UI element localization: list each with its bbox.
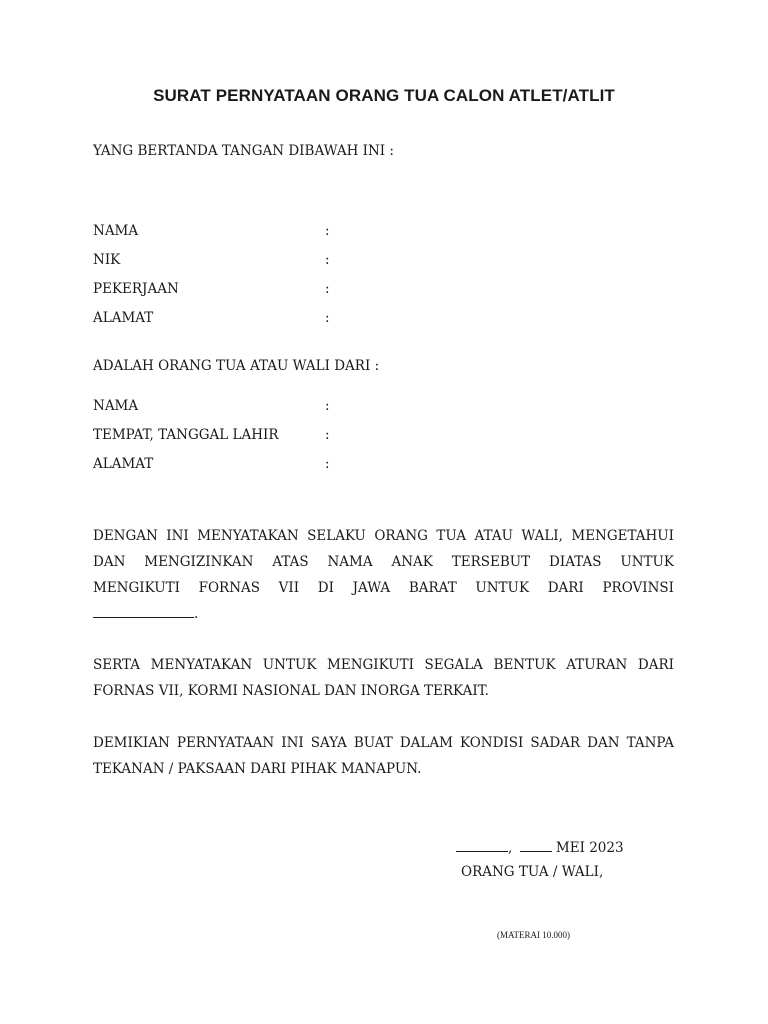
city-blank xyxy=(456,839,508,852)
province-line-end: . xyxy=(194,606,199,622)
colon: : xyxy=(325,223,330,239)
child-address-field xyxy=(93,456,330,472)
colon: : xyxy=(325,456,330,472)
colon: : xyxy=(325,281,330,297)
materai-label: (MATERAI 10.000) xyxy=(497,930,570,940)
rules-line: FORNAS VII, KORMI NASIONAL DAN INORGA TERKAIT. xyxy=(93,683,489,699)
colon: : xyxy=(325,398,330,414)
statement-paragraph xyxy=(93,523,674,627)
province-blank xyxy=(93,605,194,618)
signer-role: ORANG TUA / WALI, xyxy=(461,864,604,880)
statement-line: DAN MENGIZINKAN ATAS NAMA ANAK TERSEBUT DIATAS UNTUK xyxy=(93,554,674,570)
rules-line: SERTA MENYATAKAN UNTUK MENGIKUTI SEGALA BENTUK ATURAN DARI xyxy=(93,657,674,673)
date-separator: , xyxy=(508,840,513,856)
child-birth-label: TEMPAT, TANGGAL LAHIR xyxy=(93,427,279,443)
parent-job-field xyxy=(93,281,330,297)
child-birth-field xyxy=(93,427,330,443)
child-address-label: ALAMAT xyxy=(93,456,154,472)
statement-line: MENGIKUTI FORNAS VII DI JAWA BARAT UNTUK DARI PROVINSI xyxy=(93,580,674,596)
document-title: SURAT PERNYATAAN ORANG TUA CALON ATLET/ATLIT xyxy=(153,86,615,105)
province-line xyxy=(93,601,674,627)
signature-date xyxy=(456,839,624,856)
parent-nik-label: NIK xyxy=(93,252,121,268)
rules-paragraph xyxy=(93,652,674,704)
colon: : xyxy=(325,252,330,268)
parent-job-label: PEKERJAAN xyxy=(93,281,179,297)
child-name-field xyxy=(93,398,330,414)
child-intro-text: ADALAH ORANG TUA ATAU WALI DARI : xyxy=(93,358,380,374)
day-blank xyxy=(520,839,552,852)
parent-nik-field xyxy=(93,252,330,268)
closing-line: TEKANAN / PAKSAAN DARI PIHAK MANAPUN. xyxy=(93,761,422,777)
closing-line: DEMIKIAN PERNYATAAN INI SAYA BUAT DALAM KONDISI SADAR DAN TANPA xyxy=(93,735,674,751)
closing-paragraph xyxy=(93,730,674,782)
child-name-label: NAMA xyxy=(93,398,139,414)
colon: : xyxy=(325,310,330,326)
date-month-year: MEI 2023 xyxy=(555,840,624,856)
colon: : xyxy=(325,427,330,443)
statement-line: DENGAN INI MENYATAKAN SELAKU ORANG TUA ATAU WALI, MENGETAHUI xyxy=(93,528,674,544)
parent-address-field xyxy=(93,310,330,326)
parent-name-field xyxy=(93,223,330,239)
intro-text: YANG BERTANDA TANGAN DIBAWAH INI : xyxy=(93,143,394,159)
parent-name-label: NAMA xyxy=(93,223,139,239)
parent-address-label: ALAMAT xyxy=(93,310,154,326)
